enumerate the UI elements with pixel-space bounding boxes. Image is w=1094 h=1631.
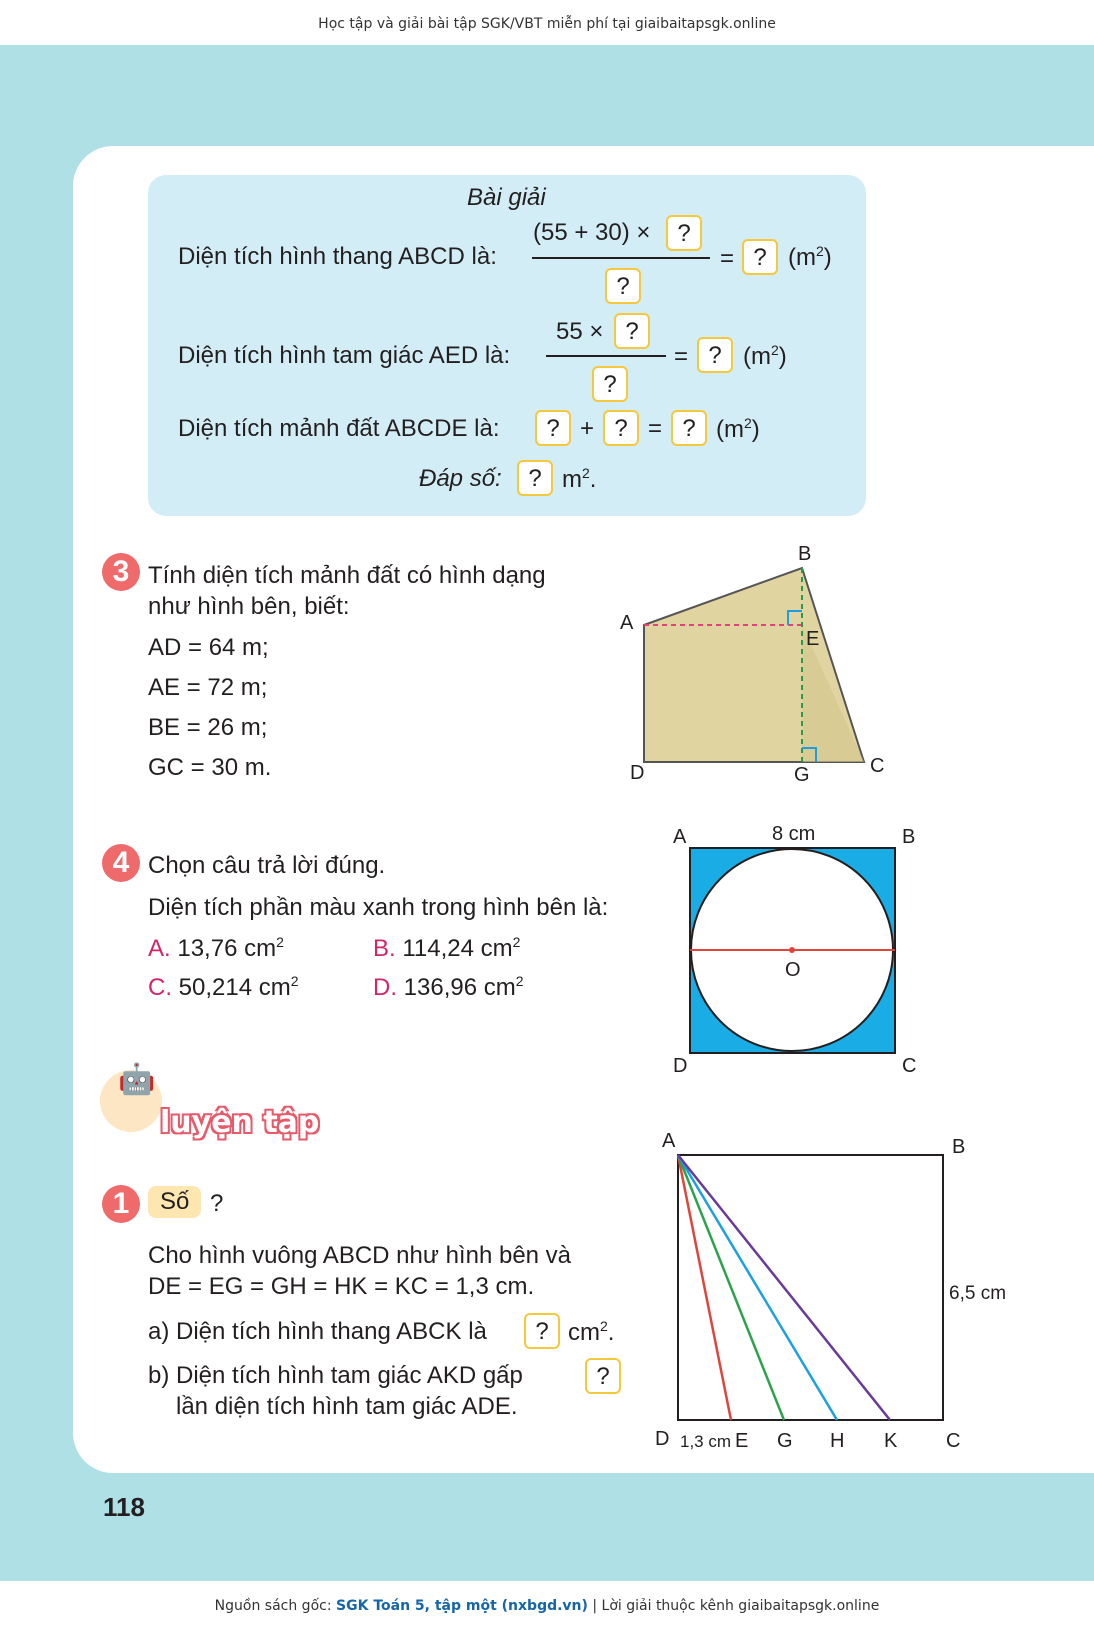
- label-C: C: [870, 755, 885, 777]
- answer-box[interactable]: ?: [671, 410, 707, 446]
- label-D: D: [655, 1428, 670, 1450]
- answer-box[interactable]: ?: [742, 239, 778, 275]
- label-B: B: [798, 543, 812, 565]
- question-a: a) Diện tích hình thang ABCK là: [148, 1318, 487, 1345]
- robot-icon: 🤖: [118, 1063, 156, 1096]
- label-B: B: [902, 826, 916, 848]
- answer-box[interactable]: ?: [666, 215, 702, 251]
- side-length-label: 8 cm: [772, 823, 816, 845]
- option-a[interactable]: A. 13,76 $cm^2$: [148, 934, 284, 962]
- equals-sign: =: [720, 245, 735, 272]
- trapezoid-area-label: Diện tích hình thang ABCD là:: [178, 243, 497, 270]
- label-A: A: [673, 826, 687, 848]
- answer-box[interactable]: ?: [517, 460, 553, 496]
- answer-box[interactable]: ?: [585, 1358, 621, 1394]
- exercise-3-text: như hình bên, biết:: [148, 593, 350, 620]
- land-figure: [600, 530, 900, 790]
- label-E: E: [735, 1430, 749, 1452]
- label-O: O: [785, 959, 801, 981]
- answer-box[interactable]: ?: [603, 410, 639, 446]
- answer-box[interactable]: ?: [592, 366, 628, 402]
- exercise-4-prompt: Chọn câu trả lời đúng.: [148, 852, 386, 879]
- option-b[interactable]: B. 114,24 $cm^2$: [373, 934, 521, 962]
- equals-sign: =: [674, 343, 689, 370]
- square-figure: [640, 1125, 1020, 1465]
- triangle-numerator: 55 ×: [556, 318, 604, 345]
- label-A: A: [620, 612, 634, 634]
- exercise-number-badge: 4: [102, 844, 140, 882]
- label-A: A: [662, 1130, 676, 1152]
- practice-title: luyện tập: [160, 1105, 320, 1140]
- answer-box[interactable]: ?: [524, 1313, 560, 1349]
- exercise-number-badge: 3: [102, 553, 140, 591]
- solution-title: Bài giải: [467, 184, 546, 211]
- fact-item: GC = 30 m.: [148, 754, 272, 781]
- answer-box[interactable]: ?: [614, 313, 650, 349]
- answer-box[interactable]: ?: [605, 268, 641, 304]
- label-D: D: [630, 762, 645, 784]
- fraction-line: [532, 257, 710, 259]
- label-B: B: [952, 1136, 966, 1158]
- page-number: 118: [103, 1492, 145, 1522]
- side-length-label: 6,5 cm: [949, 1283, 1007, 1304]
- practice-text: DE = EG = GH = HK = KC = 1,3 cm.: [148, 1273, 535, 1300]
- label-E: E: [806, 628, 820, 650]
- option-d[interactable]: D. 136,96 $cm^2$: [373, 973, 524, 1001]
- label-K: K: [884, 1430, 898, 1452]
- exercise-4-question: Diện tích phần màu xanh trong hình bên là:: [148, 894, 609, 921]
- site-footer: [0, 1581, 1094, 1626]
- footer-suffix: | Lời giải thuộc kênh giaibaitapsgk.online: [592, 1598, 880, 1614]
- land-area-label: Diện tích mảnh đất ABCDE là:: [178, 415, 500, 442]
- footer-book-link[interactable]: SGK Toán 5, tập một (nxbgd.vn): [336, 1598, 588, 1614]
- answer-label: Đáp số:: [419, 465, 502, 492]
- circle-square-figure: [660, 820, 930, 1080]
- fraction-line: [546, 355, 666, 357]
- label-C: C: [946, 1430, 961, 1452]
- fact-item: AE = 72 m;: [148, 674, 268, 701]
- option-c[interactable]: C. 50,214 $cm^2$: [148, 973, 299, 1001]
- unit-label: $(m^2)$: [716, 415, 760, 443]
- footer-prefix: Nguồn sách gốc:: [214, 1598, 332, 1614]
- exercise-tag: Số: [148, 1186, 201, 1218]
- answer-box[interactable]: ?: [697, 337, 733, 373]
- equals-sign: =: [648, 415, 663, 442]
- segment-length-label: 1,3 cm: [680, 1432, 732, 1451]
- exercise-3-text: Tính diện tích mảnh đất có hình dạng: [148, 562, 546, 589]
- unit-label: $(m^2)$: [788, 243, 832, 271]
- fact-item: BE = 26 m;: [148, 714, 268, 741]
- fact-item: AD = 64 m;: [148, 634, 269, 661]
- exercise-tag-question: ?: [210, 1190, 224, 1217]
- site-header: Học tập và giải bài tập SGK/VBT miễn phí tại giaibaitapsgk.online: [0, 0, 1094, 45]
- label-H: H: [830, 1430, 845, 1452]
- answer-unit: $m^2$.: [562, 465, 597, 493]
- unit-label: $(m^2)$: [743, 342, 787, 370]
- center-dot: [789, 947, 795, 953]
- answer-box[interactable]: ?: [535, 410, 571, 446]
- plus-sign: +: [580, 415, 595, 442]
- question-b: b) Diện tích hình tam giác AKD gấp: [148, 1362, 523, 1389]
- question-b-cont: lần diện tích hình tam giác ADE.: [176, 1393, 518, 1420]
- label-C: C: [902, 1055, 917, 1077]
- trapezoid-numerator: (55 + 30) ×: [533, 219, 651, 246]
- label-D: D: [673, 1055, 688, 1077]
- square-ABCD: [678, 1155, 943, 1420]
- label-G: G: [777, 1430, 793, 1452]
- exercise-number-badge: 1: [102, 1185, 140, 1223]
- label-G: G: [794, 764, 810, 786]
- triangle-area-label: Diện tích hình tam giác AED là:: [178, 342, 511, 369]
- practice-text: Cho hình vuông ABCD như hình bên và: [148, 1242, 572, 1269]
- question-a-unit: $cm^2$.: [568, 1318, 615, 1346]
